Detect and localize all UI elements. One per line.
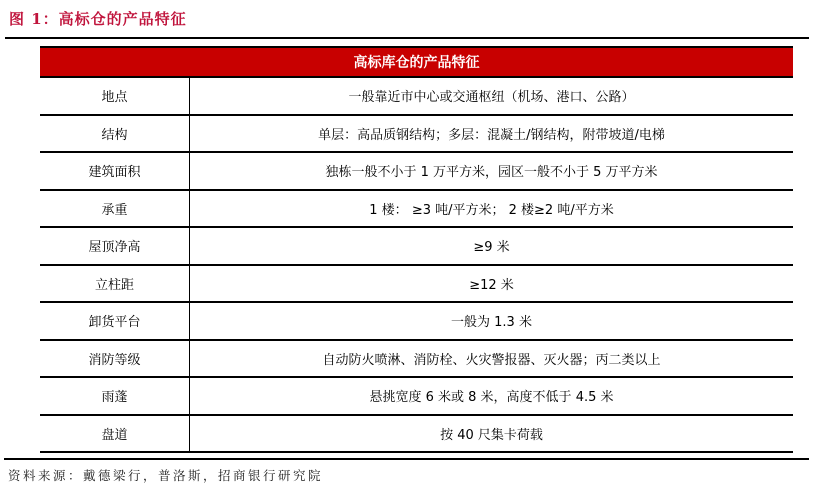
source-note: 资料来源：戴德梁行，普洛斯，招商银行研究院 <box>8 468 324 483</box>
table-row <box>40 341 793 379</box>
footer-divider <box>4 458 809 460</box>
row-label: 屋顶净高 <box>40 228 190 264</box>
row-label: 立柱距 <box>40 266 190 302</box>
row-value: 按 40 尺集卡荷载 <box>440 427 543 443</box>
table-row <box>40 153 793 191</box>
table-row <box>40 303 793 341</box>
row-value: 独栋一般不小于 1 万平方米，园区一般不小于 5 万平方米 <box>325 165 658 181</box>
table-row <box>40 416 793 454</box>
title-divider <box>5 37 809 39</box>
row-value: 悬挑宽度 6 米或 8 米，高度不低于 4.5 米 <box>369 390 614 406</box>
row-label: 地点 <box>40 78 190 114</box>
row-value: 1 楼： ≥3 吨/平方米； 2 楼≥2 吨/平方米 <box>369 202 614 218</box>
row-value: ≥9 米 <box>473 240 510 256</box>
table-row <box>40 266 793 304</box>
row-label: 雨蓬 <box>40 378 190 414</box>
table-row <box>40 378 793 416</box>
row-value: 一般为 1.3 米 <box>451 315 532 331</box>
table-row <box>40 228 793 266</box>
figure-title: 图 1：高标仓的产品特征 <box>9 10 187 28</box>
row-value: 一般靠近市中心或交通枢纽（机场、港口、公路） <box>348 90 635 106</box>
table-row <box>40 116 793 154</box>
row-label: 建筑面积 <box>40 153 190 189</box>
row-label: 结构 <box>40 116 190 152</box>
table-header: 高标库仓的产品特征 <box>40 48 793 78</box>
product-features-table <box>40 46 793 453</box>
row-label: 承重 <box>40 191 190 227</box>
row-value: 自动防火喷淋、消防栓、火灾警报器、灭火器；丙二类以上 <box>322 352 661 368</box>
row-value: 单层：高品质钢结构；多层：混凝土/钢结构，附带坡道/电梯 <box>318 127 665 143</box>
table-row <box>40 191 793 229</box>
row-label: 消防等级 <box>40 341 190 377</box>
row-value: ≥12 米 <box>469 277 514 293</box>
table-row <box>40 78 793 116</box>
row-label: 卸货平台 <box>40 303 190 339</box>
row-label: 盘道 <box>40 416 190 452</box>
